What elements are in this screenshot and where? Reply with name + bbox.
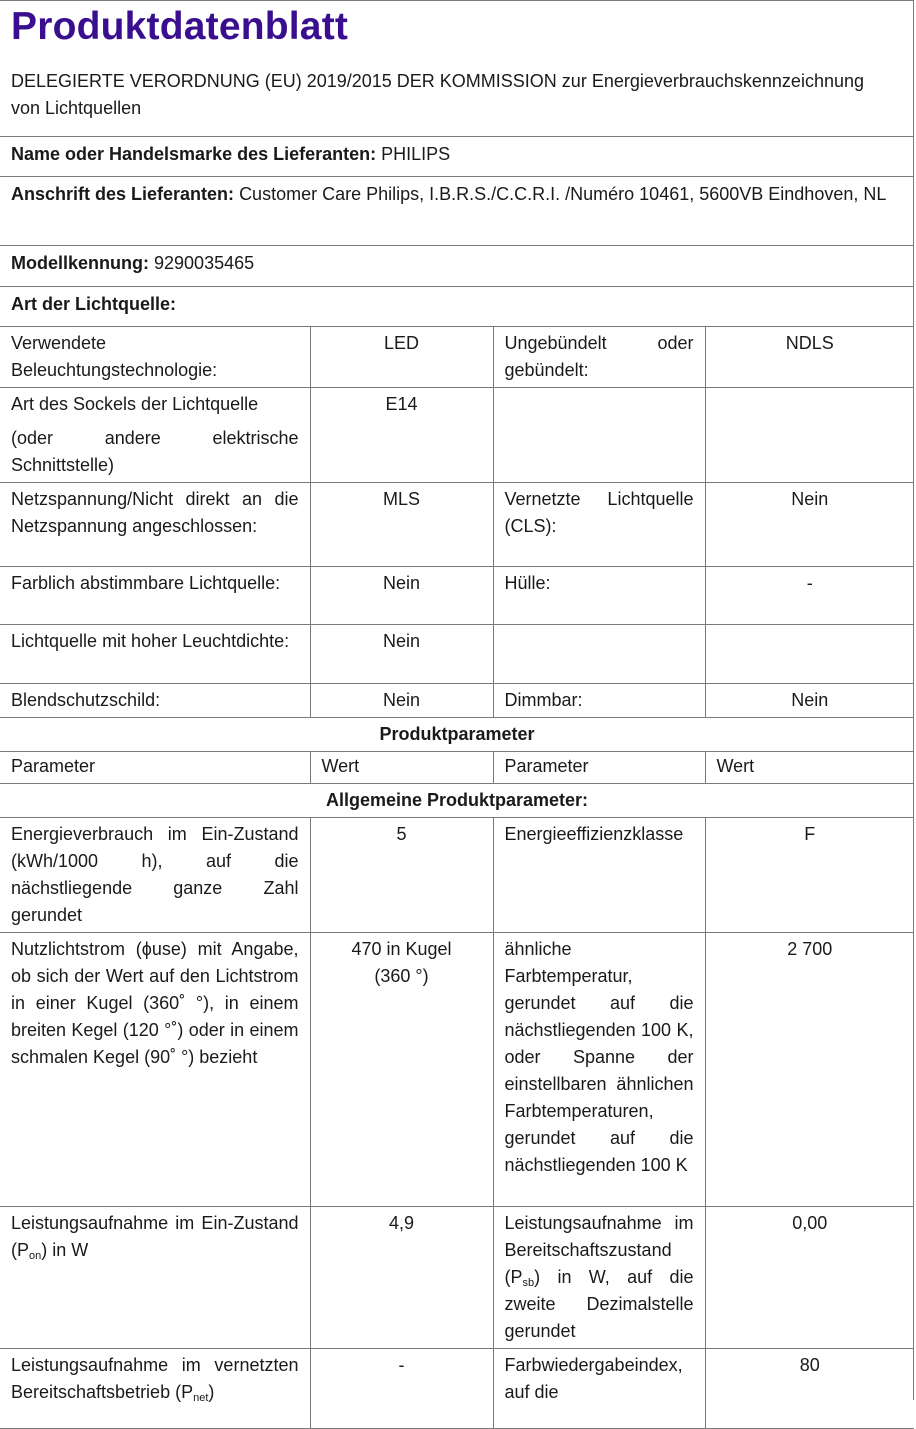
- supplier-address-value: Customer Care Philips, I.B.R.S./C.C.R.I. /Numéro 10461, 5600VB Eindhoven, NL: [239, 184, 887, 204]
- model-label: Modellkennung:: [11, 253, 149, 273]
- supplier-address-label: Anschrift des Lieferanten:: [11, 184, 235, 204]
- param-label: Energieeffizienzklasse: [493, 818, 705, 933]
- param-label: [493, 388, 705, 483]
- supplier-name-value: PHILIPS: [381, 144, 451, 164]
- table-row: [0, 818, 914, 933]
- table-row: [0, 1207, 914, 1349]
- table-row: [0, 567, 914, 625]
- table-row: [0, 388, 914, 483]
- param-label: Blendschutzschild:: [0, 684, 310, 718]
- param-label: [0, 1349, 310, 1429]
- param-label: [0, 1207, 310, 1349]
- column-header-parameter: Parameter: [0, 752, 310, 784]
- page-title: Produktdatenblatt: [11, 5, 349, 48]
- param-label: [493, 625, 705, 684]
- section-title-product-parameters: Produktparameter: [0, 718, 914, 752]
- param-label-text: ): [208, 1382, 215, 1402]
- param-label: [0, 388, 310, 483]
- model-value: 9290035465: [154, 253, 255, 273]
- column-header-value: Wert: [310, 752, 493, 784]
- section-header-row: [0, 718, 914, 752]
- param-value: 2 700: [705, 933, 914, 1207]
- supplier-name-row: [0, 136, 914, 176]
- table-row: [0, 483, 914, 567]
- param-value: 4,9: [310, 1207, 493, 1349]
- param-label-text: ) in W: [41, 1240, 89, 1260]
- table-row: [0, 327, 914, 388]
- param-value: Nein: [310, 625, 493, 684]
- param-value: 5: [310, 818, 493, 933]
- param-value: Nein: [310, 567, 493, 625]
- table-row: [0, 684, 914, 718]
- param-label-line1: Art des Sockels der Lichtquelle: [11, 394, 259, 414]
- param-label-text: Leistungsaufnahme im Bereitschaftszustand (P: [504, 1213, 694, 1287]
- param-value: F: [705, 818, 914, 933]
- param-value: Nein: [705, 684, 914, 718]
- table-row: [0, 625, 914, 684]
- param-label: Farblich abstimmbare Lichtquelle:: [0, 567, 310, 625]
- param-label: Energieverbrauch im Ein-Zustand (kWh/1000 h), auf die nächstliegende ganze Zahl gerundet: [0, 818, 310, 933]
- param-value: [705, 625, 914, 684]
- supplier-name-label: Name oder Handelsmarke des Lieferanten:: [11, 144, 377, 164]
- param-value: 80: [705, 1349, 914, 1429]
- light-source-type-label: Art der Lichtquelle:: [11, 294, 177, 314]
- column-header-row: [0, 752, 914, 784]
- param-label: [493, 1207, 705, 1349]
- param-value: 470 in Kugel (360 °): [310, 933, 493, 1207]
- param-label: Ungebündelt oder gebündelt:: [493, 327, 705, 388]
- param-label: Hülle:: [493, 567, 705, 625]
- column-header-value: Wert: [705, 752, 914, 784]
- param-value: E14: [310, 388, 493, 483]
- param-label-text: Leistungsaufnahme im Ein-Zustand (P: [11, 1213, 299, 1260]
- param-label: Farbwiedergabeindex, auf die: [493, 1349, 705, 1429]
- table-row: [0, 933, 914, 1207]
- param-label-subscript: sb: [522, 1277, 535, 1289]
- param-label: Nutzlichtstrom (ϕuse) mit Angabe, ob sich der Wert auf den Lichtstrom in einer Kugel (360˚ °), in einem breiten Kegel (120 °˚) oder in einem schmalen Kegel (90˚ °) bezieht: [0, 933, 310, 1207]
- param-value: -: [310, 1349, 493, 1429]
- model-row: [0, 245, 914, 286]
- param-label-line2: (oder andere elektrische Schnittstelle): [11, 428, 299, 475]
- param-label: Netzspannung/Nicht direkt an die Netzspannung angeschlossen:: [0, 483, 310, 567]
- light-source-table: [0, 326, 914, 1429]
- light-source-type-row: [0, 286, 914, 326]
- section-title-general-parameters: Allgemeine Produktparameter:: [0, 784, 914, 818]
- param-label: Verwendete Beleuchtungstechnologie:: [0, 327, 310, 388]
- param-label-text: ) in W, auf die zweite Dezimalstelle gerundet: [504, 1267, 694, 1341]
- param-label: Dimmbar:: [493, 684, 705, 718]
- param-value: Nein: [310, 684, 493, 718]
- param-label-subscript: net: [193, 1392, 209, 1404]
- param-value: LED: [310, 327, 493, 388]
- regulation-subtitle: DELEGIERTE VERORDNUNG (EU) 2019/2015 DER KOMMISSION zur Energieverbrauchskennzeichnung von Lichtquellen: [11, 71, 864, 118]
- column-header-parameter: Parameter: [493, 752, 705, 784]
- table-row: [0, 1349, 914, 1429]
- section-header-row: [0, 784, 914, 818]
- param-value: Nein: [705, 483, 914, 567]
- param-label-subscript: on: [29, 1250, 42, 1262]
- supplier-address-row: [0, 176, 914, 245]
- param-value: MLS: [310, 483, 493, 567]
- param-value: 0,00: [705, 1207, 914, 1349]
- param-label: Vernetzte Lichtquelle (CLS):: [493, 483, 705, 567]
- param-value: NDLS: [705, 327, 914, 388]
- param-label-text: Leistungsaufnahme im vernetzten Bereitschaftsbetrieb (P: [11, 1355, 299, 1402]
- param-value: [705, 388, 914, 483]
- param-value: -: [705, 567, 914, 625]
- param-label: ähnliche Farbtemperatur, gerundet auf die nächstliegenden 100 K, oder Spanne der einstellbaren ähnlichen Farbtemperaturen, gerundet auf die nächstliegenden 100 K: [493, 933, 705, 1207]
- param-label: Lichtquelle mit hoher Leuchtdichte:: [0, 625, 310, 684]
